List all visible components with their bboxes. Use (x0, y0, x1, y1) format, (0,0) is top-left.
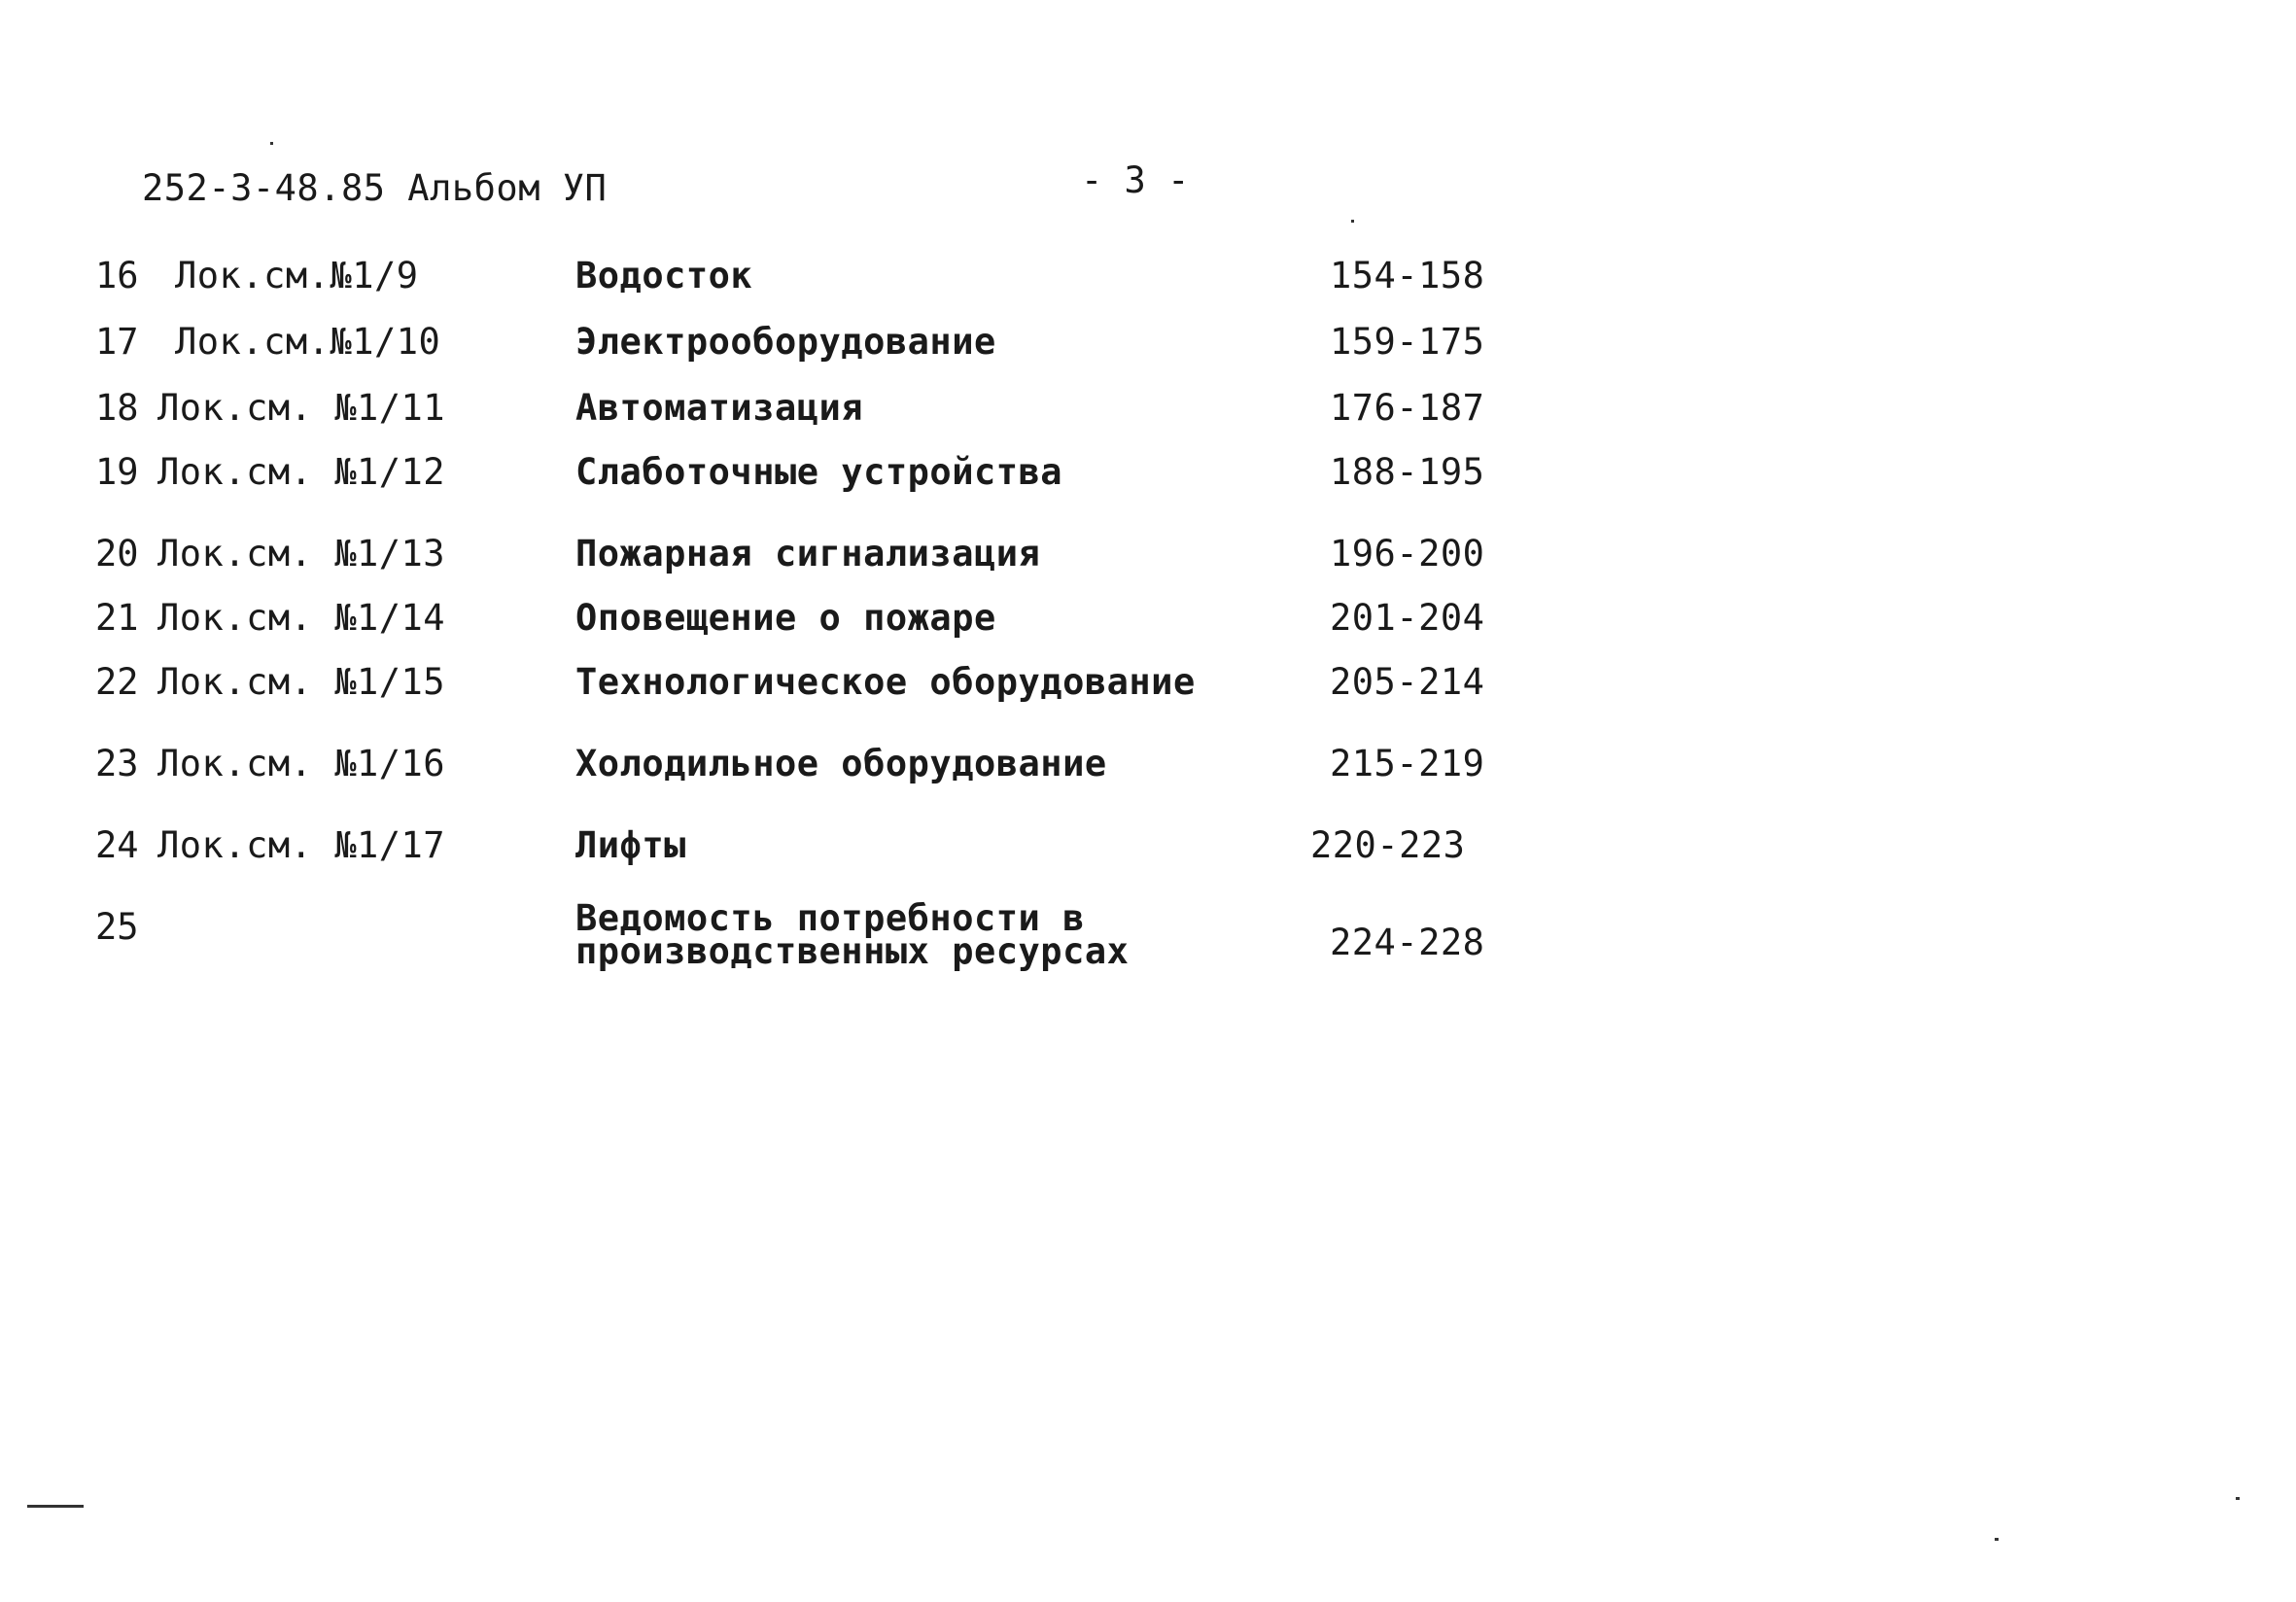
entry-number: 23 (95, 743, 139, 784)
entry-number: 18 (95, 387, 139, 429)
entry-title: Автоматизация (575, 387, 864, 429)
entry-number: 21 (95, 597, 139, 639)
entry-reference: Лок.см.№1/9 (175, 255, 419, 296)
entry-pages: 205-214 (1330, 661, 1485, 703)
entry-number: 17 (95, 321, 139, 363)
toc-row (0, 824, 2296, 883)
page-number: - 3 - (1081, 159, 1190, 201)
entry-reference: Лок.см. №1/11 (157, 387, 446, 429)
toc-row (0, 533, 2296, 591)
entry-number: 22 (95, 661, 139, 703)
entry-reference: Лок.см. №1/14 (157, 597, 446, 639)
toc-row (0, 387, 2296, 445)
scan-speck (1995, 1538, 1999, 1541)
entry-number: 19 (95, 451, 139, 493)
entry-pages: 188-195 (1330, 451, 1485, 493)
entry-pages: 176-187 (1330, 387, 1485, 429)
scan-mark (27, 1505, 84, 1508)
entry-reference: Лок.см.№1/10 (175, 321, 441, 363)
entry-pages: 220-223 (1310, 824, 1466, 866)
entry-pages: 201-204 (1330, 597, 1485, 639)
scan-speck (2236, 1497, 2240, 1500)
entry-pages: 215-219 (1330, 743, 1485, 784)
entry-title: Оповещение о пожаре (575, 597, 996, 639)
entry-number: 20 (95, 533, 139, 575)
entry-number: 25 (95, 906, 139, 948)
toc-row (0, 255, 2296, 313)
toc-row (0, 661, 2296, 719)
scan-speck (1351, 220, 1354, 223)
scan-speck (270, 142, 273, 145)
entry-reference: Лок.см. №1/12 (157, 451, 446, 493)
entry-pages: 196-200 (1330, 533, 1485, 575)
entry-title: Пожарная сигнализация (575, 533, 1041, 575)
entry-title: Ведомость потребности в производственных ресурсах (575, 897, 1130, 972)
entry-title: Лифты (575, 824, 686, 866)
entry-reference: Лок.см. №1/15 (157, 661, 446, 703)
entry-number: 24 (95, 824, 139, 866)
entry-pages: 159-175 (1330, 321, 1485, 363)
entry-title: Водосток (575, 255, 753, 296)
entry-reference: Лок.см. №1/16 (157, 743, 446, 784)
entry-pages: 224-228 (1330, 922, 1485, 963)
entry-reference: Лок.см. №1/13 (157, 533, 446, 575)
entry-title: Слаботочные устройства (575, 451, 1063, 493)
toc-row (0, 743, 2296, 801)
toc-row (0, 321, 2296, 379)
entry-title: Холодильное оборудование (575, 743, 1107, 784)
entry-title: Технологическое оборудование (575, 661, 1196, 703)
toc-row (0, 597, 2296, 655)
entry-number: 16 (95, 255, 139, 296)
document-code: 252-3-48.85 Альбом УП (142, 167, 608, 209)
toc-row (0, 897, 2296, 984)
entry-reference: Лок.см. №1/17 (157, 824, 446, 866)
entry-title: Электрооборудование (575, 321, 996, 363)
entry-pages: 154-158 (1330, 255, 1485, 296)
toc-row (0, 451, 2296, 509)
